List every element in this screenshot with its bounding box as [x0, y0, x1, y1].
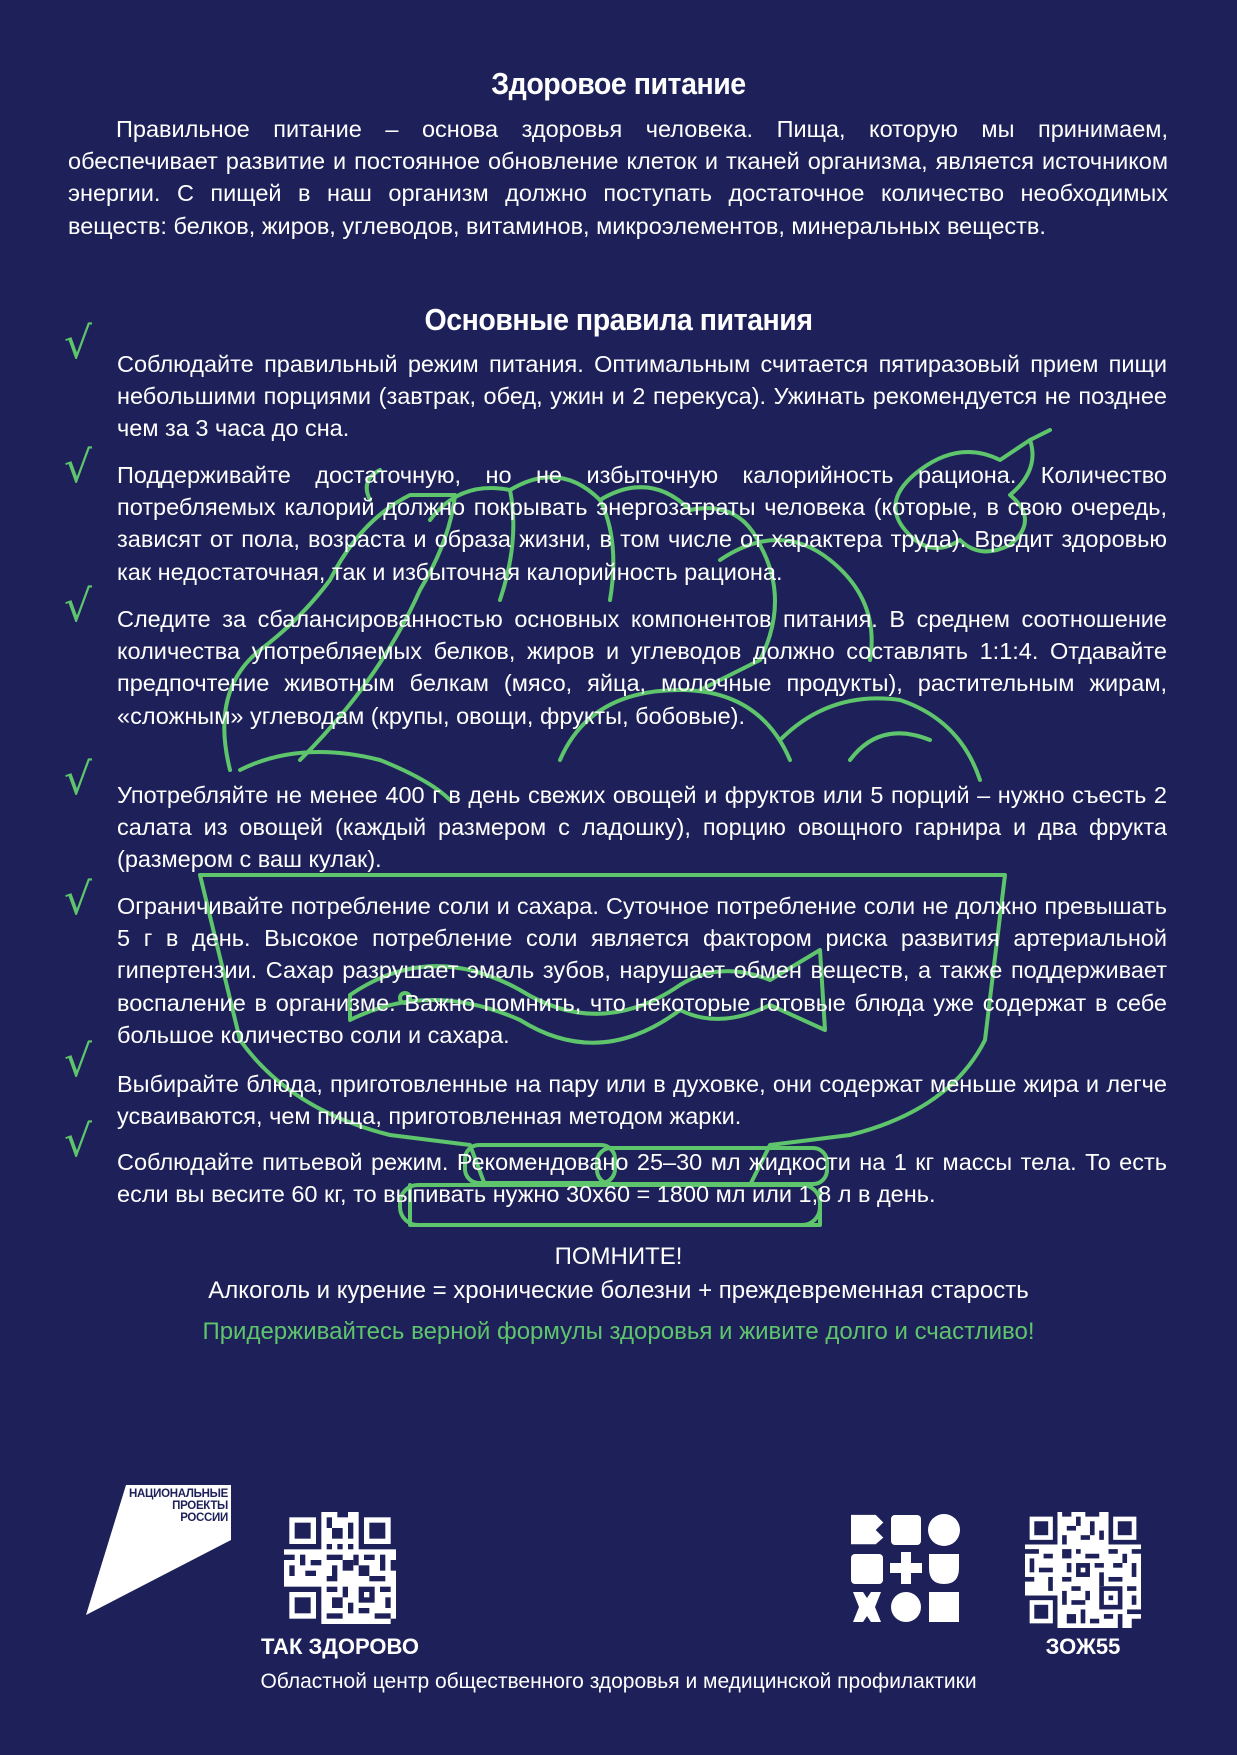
- rule-item: Соблюдайте правильный режим питания. Оптимальным считается пятиразовый прием пищи небольшими порциями (завтрак, обед, ужин и 2 перекуса). Ужинать рекомендуется не позднее чем за 3 часа до сна.: [117, 351, 1167, 442]
- remember-title: ПОМНИТЕ!: [554, 1243, 683, 1270]
- qr-code-zoj55[interactable]: [1025, 1512, 1141, 1628]
- check-icon: √: [64, 874, 93, 925]
- qr-right-label: ЗОЖ55: [1045, 1634, 1121, 1659]
- national-projects-logo-text: НАЦИОНАЛЬНЫЕ ПРОЕКТЫ РОССИИ: [129, 1488, 228, 1524]
- remember-text: Алкоголь и курение = хронические болезни + преждевременная старость: [208, 1277, 1029, 1304]
- footer-organization: Областной центр общественного здоровья и медицинской профилактики: [260, 1670, 977, 1693]
- rule-item: Ограничивайте потребление соли и сахара. Суточное потребление соли не должно превышать 5 г в день. Высокое потребление соли является фактором риска развития артериальной гипертензии. Сахар разрушает эмаль зубов, нарушает обмен веществ, а также поддерживает воспаление в организме. Важно помнить, что некоторые готовые блюда уже содержат в себе большое количество соли и сахара.: [117, 893, 1167, 1048]
- rule-item: Следите за сбалансированностью основных компонентов питания. В среднем соотношение количества употребляемых белков, жиров и углеводов должно составлять 1:1:4. Отдавайте предпочтение животным белкам (мясо, яйца, молочные продукты), растительным жирам, «сложным» углеводам (крупы, овощи, фрукты, бобовые).: [117, 606, 1167, 729]
- rule-item: Поддерживайте достаточную, но не избыточную калорийность рациона. Количество потребляемых калорий должно покрывать энергозатраты человека (которые, в свою очередь, зависят от пола, возраста и образа жизни, в том числе от характера труда). Вредит здоровью как недостаточная, так и избыточная калорийность рациона.: [117, 462, 1167, 585]
- check-icon: √: [64, 1116, 93, 1167]
- remember-block: [0, 1240, 1237, 1308]
- intro-paragraph: Правильное питание – основа здоровья человека. Пища, которую мы принимаем, обеспечивает развитие и постоянное обновление клеток и тканей организма, является источником энергии. С пищей в наш организм должно поступать достаточное количество необходимых веществ: белков, жиров, углеводов, витаминов, микроэлементов, минеральных веществ.: [68, 116, 1168, 239]
- check-icon: √: [64, 754, 93, 805]
- check-icon: √: [64, 581, 93, 632]
- page-title: Здоровое питание: [491, 66, 746, 101]
- rule-item: Употребляйте не менее 400 г в день свежих овощей и фруктов или 5 порций – нужно съесть 2 салата из овощей (каждый размером с ладошку), порцию овощного гарнира и два фрукта (размером с ваш кулак).: [117, 782, 1167, 873]
- check-icon: √: [64, 442, 93, 493]
- zoj-shapes-logo: [851, 1512, 963, 1624]
- qr-left-label: ТАК ЗДОРОВО: [261, 1634, 419, 1659]
- rule-item: Соблюдайте питьевой режим. Рекомендовано 25–30 мл жидкости на 1 кг массы тела. То есть если вы весите 60 кг, то выпивать нужно 30х60 = 1800 мл или 1,8 л в день.: [117, 1149, 1167, 1208]
- check-icon: √: [64, 318, 93, 369]
- qr-code-tak-zdorovo[interactable]: [284, 1512, 396, 1624]
- check-icon: √: [64, 1036, 93, 1087]
- rule-item: Выбирайте блюда, приготовленные на пару или в духовке, они содержат меньше жира и легче усваиваются, чем пища, приготовленная методом жарки.: [117, 1071, 1167, 1130]
- rules-heading: Основные правила питания: [424, 302, 813, 337]
- slogan: Придерживайтесь верной формулы здоровья и живите долго и счастливо!: [202, 1318, 1035, 1345]
